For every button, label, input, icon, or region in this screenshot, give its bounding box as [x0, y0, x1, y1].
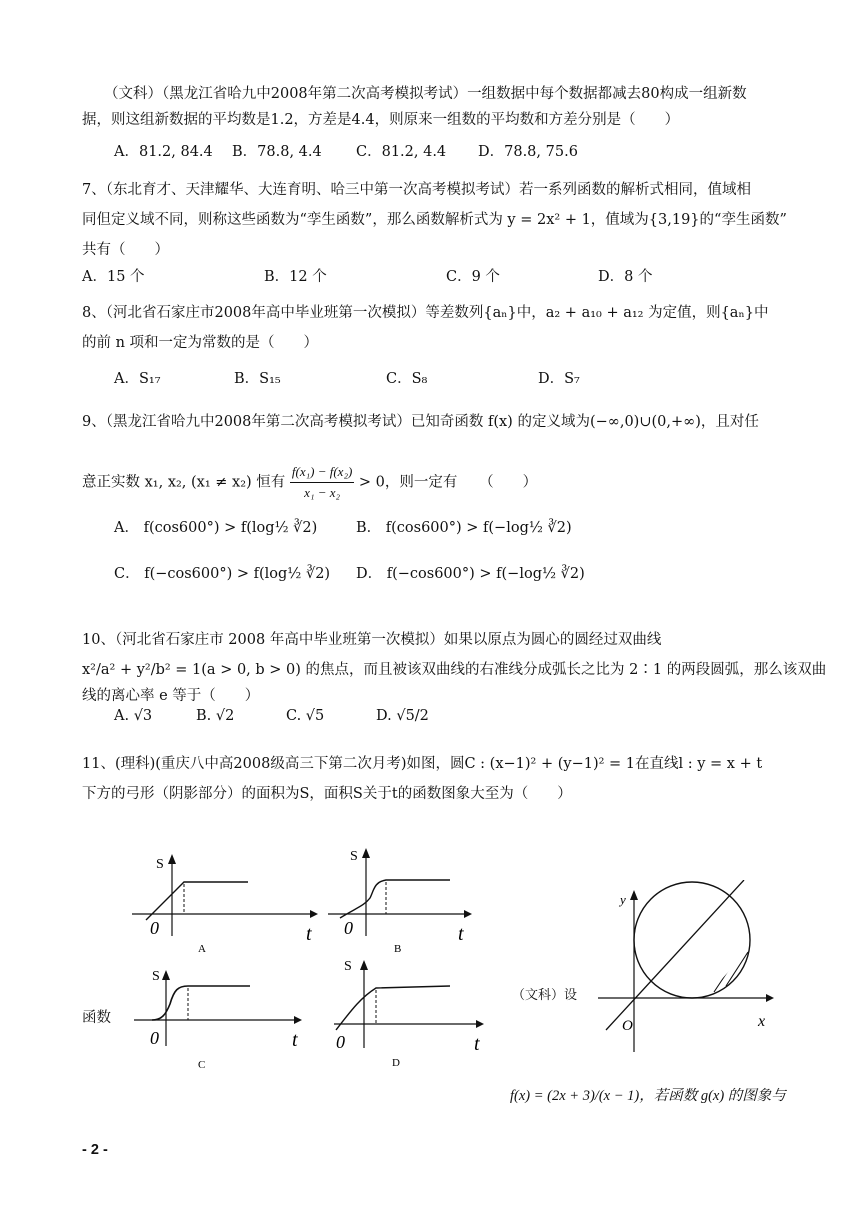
page-number: - 2 -	[82, 1142, 108, 1158]
q7-option-c: C．9 个	[446, 269, 500, 285]
q9-fraction-numerator: f(x₁) − f(x₂)	[290, 462, 354, 483]
graph-d-s-arrow-icon	[360, 960, 368, 970]
q8-line2: 的前 n 项和一定为常数的是（ ）	[82, 335, 319, 351]
q7-line1: 7、（东北育才、天津耀华、大连育明、哈三中第一次高考模拟考试）若一系列函数的解析式相同，值域相	[82, 182, 751, 198]
q8-option-c: C．S₈	[386, 371, 428, 387]
graph-c-caption: C	[198, 1059, 206, 1071]
circle-y-arrow-icon	[630, 890, 638, 900]
q9-option-d: D． f(−cos600°) > f(−log½ ∛2)	[356, 566, 585, 582]
circle-origin: O	[622, 1018, 633, 1034]
q10-line2: x²/a² + y²/b² = 1(a > 0, b > 0) 的焦点，而且被该双曲线的右准线分成弧长之比为 2∶1 的两段圆弧，那么该双曲	[82, 662, 827, 678]
q7-option-d: D．8 个	[598, 269, 653, 285]
graph-b-curve	[340, 880, 450, 918]
q9-fraction	[290, 462, 354, 503]
circle-y-label: y	[620, 892, 626, 907]
q6-line1: （文科）（黑龙江省哈九中2008年第二次高考模拟考试）一组数据中每个数据都减去80构成一组新数	[104, 86, 747, 102]
graph-c-s-label: S	[152, 969, 160, 984]
q11-line1: 11、(理科)(重庆八中高2008级高三下第二次月考)如图，圆C : (x−1)² + (y−1)² = 1在直线l : y = x + t	[82, 756, 763, 772]
graph-b-origin: 0	[344, 918, 353, 938]
q10-option-a: A. √3	[114, 708, 153, 724]
q9-line1: 9、（黑龙江省哈九中2008年第二次高考模拟考试）已知奇函数 f(x) 的定义域为(−∞,0)∪(0,+∞)，且对任	[82, 414, 759, 430]
q9-line2	[82, 462, 537, 503]
graph-c-s-arrow-icon	[162, 970, 170, 980]
tail-left-word: 函数	[82, 1010, 111, 1026]
q9-fraction-denominator: x₁ − x₂	[304, 485, 341, 500]
graph-b-s-label: S	[350, 849, 358, 864]
graph-a-s-arrow-icon	[168, 854, 176, 864]
graph-b-s-arrow-icon	[362, 848, 370, 858]
q6-option-d: D．78.8, 75.6	[478, 144, 578, 160]
q6-option-c: C．81.2, 4.4	[356, 144, 447, 160]
graph-b-t-label: t	[458, 923, 464, 945]
graph-a-s-label: S	[156, 857, 164, 872]
q6-line2: 据，则这组新数据的平均数是1.2，方差是4.4，则原来一组数的平均数和方差分别是（ ）	[82, 112, 680, 128]
q9-option-c: C． f(−cos600°) > f(log½ ∛2)	[114, 566, 331, 582]
tail-last-line: f(x) = (2x + 3)/(x − 1)，若函数 g(x) 的图象与	[510, 1088, 786, 1104]
circle-x-label: x	[758, 1013, 766, 1030]
circle-figure	[594, 880, 784, 1060]
circle-line-l	[606, 880, 744, 1030]
graph-b-t-arrow-icon	[464, 910, 472, 918]
q9-option-a: A． f(cos600°) > f(log½ ∛2)	[114, 520, 318, 536]
graph-b-caption: B	[394, 943, 402, 955]
q10-option-d: D. √5/2	[376, 708, 429, 724]
q6-option-a: A．81.2, 84.4	[114, 144, 213, 160]
q11-line2: 下方的弓形（阴影部分）的面积为S，面积S关于t的函数图象大至为（ ）	[82, 786, 572, 802]
graph-c-t-arrow-icon	[294, 1016, 302, 1024]
graph-a	[128, 848, 328, 958]
graph-b	[320, 842, 490, 958]
graph-a-origin: 0	[150, 918, 159, 938]
q9-line2-end: > 0，则一定有 （ ）	[358, 474, 538, 491]
q6-option-b: B．78.8, 4.4	[232, 144, 322, 160]
graph-a-t-arrow-icon	[310, 910, 318, 918]
q8-line1: 8、（河北省石家庄市2008年高中毕业班第一次模拟）等差数列{aₙ}中，a₂ + a₁₀ + a₁₂ 为定值，则{aₙ}中	[82, 305, 769, 321]
graph-c	[130, 962, 320, 1074]
graph-d-s-label: S	[344, 959, 352, 974]
q10-option-b: B. √2	[196, 708, 235, 724]
q7-line3: 共有（ ）	[82, 242, 169, 258]
q7-option-b: B．12 个	[264, 269, 327, 285]
q9-option-b: B． f(cos600°) > f(−log½ ∛2)	[356, 520, 572, 536]
q8-option-d: D．S₇	[538, 371, 580, 387]
circle-x-arrow-icon	[766, 994, 774, 1002]
tail-mid-word: （文科）设	[512, 988, 578, 1003]
q7-line2: 同但定义域不同，则称这些函数为“孪生函数”，那么函数解析式为 y = 2x² + 1，值域为{3,19}的“孪生函数”	[82, 212, 787, 228]
graph-c-origin: 0	[150, 1028, 159, 1048]
graph-d-caption: D	[392, 1057, 400, 1069]
q8-option-b: B．S₁₅	[234, 371, 281, 387]
q8-option-a: A．S₁₇	[114, 371, 161, 387]
graph-a-caption: A	[198, 943, 206, 955]
graph-a-t-label: t	[306, 923, 312, 945]
graph-d-t-arrow-icon	[476, 1020, 484, 1028]
graph-d	[330, 952, 500, 1074]
q9-line2-start: 意正实数 x₁, x₂, (x₁ ≠ x₂) 恒有	[82, 474, 286, 491]
q10-option-c: C. √5	[286, 708, 325, 724]
graph-d-origin: 0	[336, 1032, 345, 1052]
q10-line1: 10、（河北省石家庄市 2008 年高中毕业班第一次模拟）如果以原点为圆心的圆经过双曲线	[82, 632, 662, 648]
q7-option-a: A．15 个	[82, 269, 145, 285]
graph-d-t-label: t	[474, 1033, 480, 1055]
graph-c-t-label: t	[292, 1029, 298, 1051]
graph-c-curve	[152, 986, 250, 1020]
q10-line3: 线的离心率 e 等于（ ）	[82, 688, 260, 704]
